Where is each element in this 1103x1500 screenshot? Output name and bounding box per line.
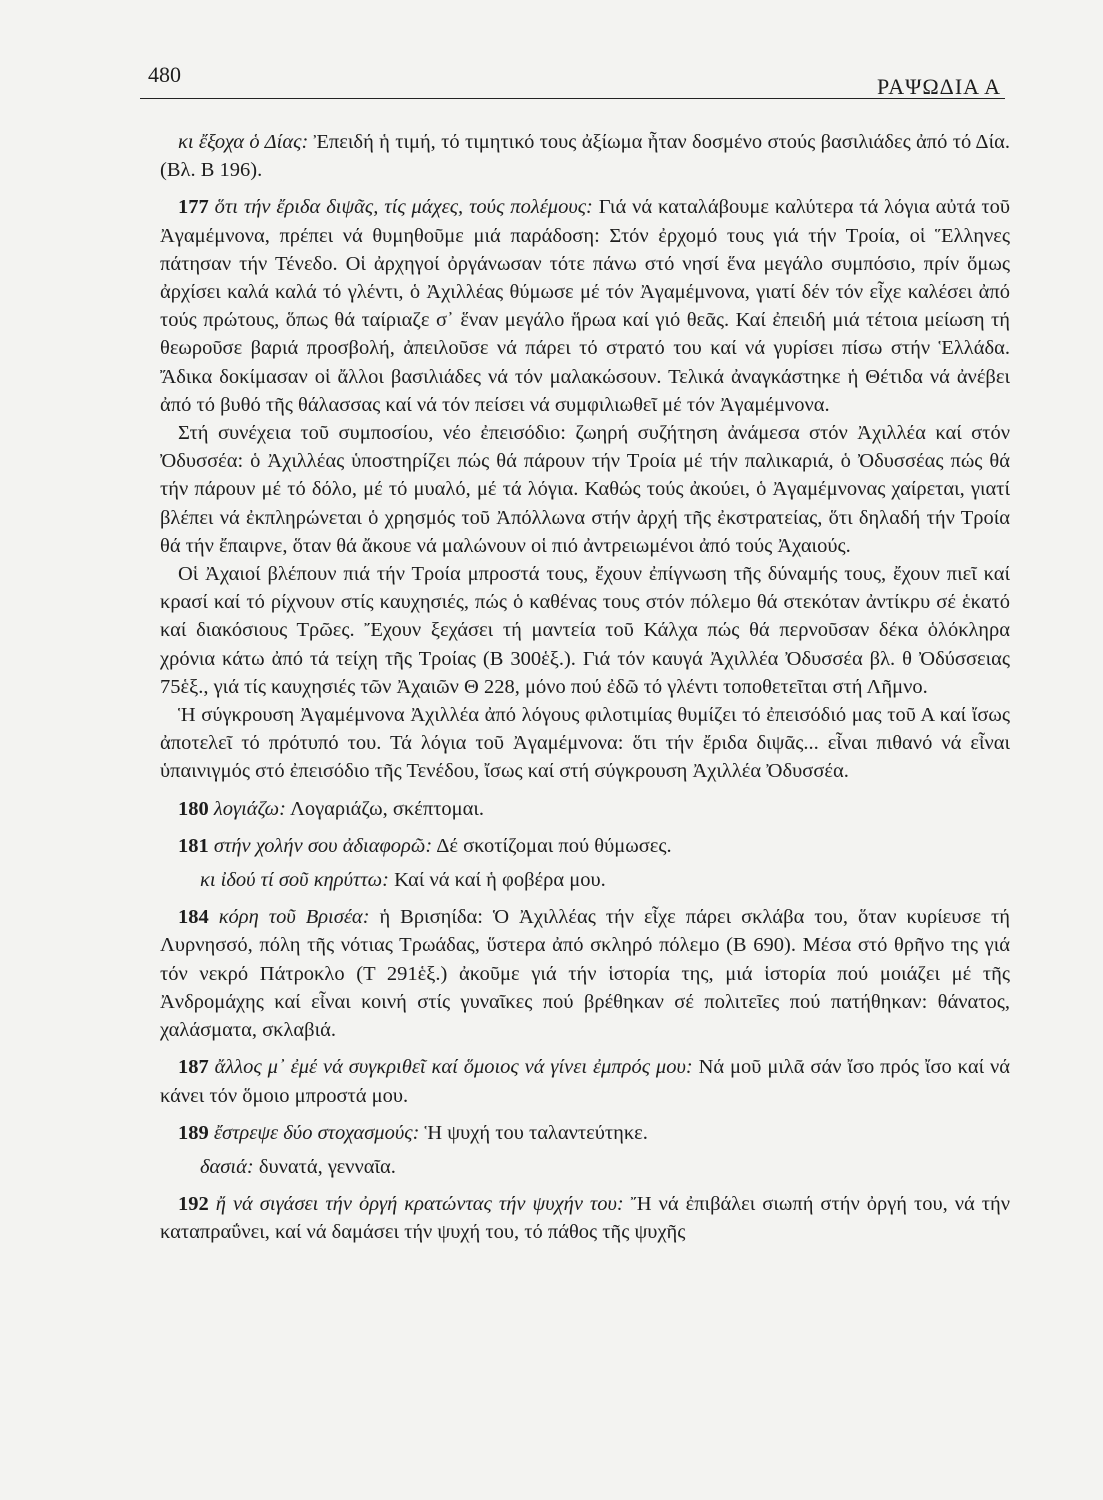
entry-text: Καί νά καί ἡ φοβέρα μου. bbox=[388, 869, 606, 892]
entry-text: Γιά νά καταλάβουμε καλύτερα τά λόγια αὐτά τοῦ Ἀγαμέμνονα, πρέπει νά θυμηθοῦμε μιά παράδοση: Στόν ἐρχομό τους γιά τήν Τροία, οἱ Ἕλληνες πάτησαν τήν Τένεδο. Οἱ ἀρχηγοί ὀργάνωσαν τότε πάνω στό νησί ἕνα μεγάλο συμπόσιο, πρίν ὅμως ἀρχίσει καλά καλά τό γλέντι, ὁ Ἀχιλλέας θύμωσε μέ τόν Ἀγαμέμνονα, γιατί δέν τόν εἶχε καλέσει ἀπό τούς πρώτους, ὅπως θά ταίριαζε σ᾽ ἕναν μεγάλο ἥρωα καί γιό θεᾶς. Καί ἐπειδή μιά τέτοια μείωση τή θεωροῦσε βαριά προσβολή, ἀπειλοῦσε νά πάρει τό στρατό του καί νά γυρίσει πίσω στήν Ἑλλάδα. Ἄδικα δοκίμασαν οἱ ἄλλοι βασιλιάδες νά τόν μαλακώσουν. Τελικά ἀναγκάστηκε ἡ Θέτιδα νά ἀνέβει ἀπό τό βυθό τῆς θάλασσας καί νά τόν πείσει νά συμφιλιωθεῖ μέ τόν Ἀγαμέμνονα. bbox=[160, 196, 1011, 416]
entry-lemma: στήν χολήν σου ἀδιαφορῶ: bbox=[213, 834, 433, 857]
commentary-entry bbox=[160, 193, 1010, 419]
entry-lemma: κόρη τοῦ Βρισέα: bbox=[218, 906, 370, 929]
page-number: 480 bbox=[148, 62, 181, 87]
commentary-entry bbox=[160, 128, 1010, 184]
line-number: 189 bbox=[178, 1121, 209, 1144]
entry-lemma: κι ἰδού τί σοῦ κηρύττω: bbox=[200, 869, 389, 892]
entry-lemma: ἤ νά σιγάσει τήν ὀργή κρατώντας τήν ψυχήν του: bbox=[215, 1193, 624, 1216]
entry-lemma: κι ἔξοχα ὁ Δίας: bbox=[178, 131, 309, 153]
commentary-entry bbox=[160, 866, 1010, 894]
page-header bbox=[140, 60, 1005, 99]
commentary-entry bbox=[160, 903, 1010, 1044]
entry-text: Στή συνέχεια τοῦ συμποσίου, νέο ἐπεισόδιο: ζωηρή συζήτηση ἀνάμεσα στόν Ἀχιλλέα καί στόν Ὀδυσσέα: ὁ Ἀχιλλέας ὑποστηρίζει πώς θά πάρουν τήν Τροία μέ τήν παλικαριά, ὁ Ὀδυσσέας πώς θά τήν πάρουν μέ τό δόλο, μέ τό μυαλό, μέ τά λόγια. Καθώς τούς ἀκούει, ὁ Ἀγαμέμνονας χαίρεται, γιατί βλέπει νά ἐκπληρώνεται ὁ χρησμός τοῦ Ἀπόλλωνα στήν ἀρχή τῆς ἐκστρατείας, ὅτι δηλαδή τήν Τροία θά τήν ἔπαιρνε, ὅταν θά ἄκουε νά μαλώνουν οἱ πιό ἀντρειωμένοι ἀπό τούς Ἀχαιούς. bbox=[160, 422, 1010, 557]
entry-text: Ἐπειδή ἡ τιμή, τό τιμητικό τους ἀξίωμα ἦταν δοσμένο στούς βασιλιάδες ἀπό τό Δία. (Βλ. Β 196). bbox=[160, 131, 1010, 182]
commentary-paragraph bbox=[160, 419, 1010, 560]
line-number: 184 bbox=[178, 906, 209, 929]
entry-text: Ἤ νά ἐπιβάλει σιωπή στήν ὀργή του, νά τήν καταπραΰνει, καί νά δαμάσει τήν ψυχή του, τό πάθος τῆς ψυχῆς bbox=[160, 1193, 1010, 1244]
entry-text: Λογαριάζω, σκέπτομαι. bbox=[285, 797, 485, 820]
running-head: ΡΑΨΩΔΙΑ Α bbox=[876, 74, 1001, 99]
line-number: 187 bbox=[178, 1056, 209, 1079]
commentary-entry bbox=[160, 1119, 1010, 1147]
line-number: 181 bbox=[178, 834, 209, 857]
entry-text: ἡ Βρισηίδα: Ὁ Ἀχιλλέας τήν εἶχε πάρει σκλάβα του, ὅταν κυρίευσε τή Λυρνησσό, πόλη τῆς νότιας Τρωάδας, ὕστερα ἀπό σκληρό πόλεμο (Β 690). Μέσα στό θρῆνο της γιά τόν νεκρό Πάτροκλο (Τ 291ἑξ.) ἀκοῦμε γιά τήν ἱστορία της, μιά ἱστορία πού μοιάζει μέ τῆς Ἀνδρομάχης καί εἶναι κοινή στίς γυναῖκες πού βρέθηκαν σέ πολιτεῖες πού πατήθηκαν: θάνατος, χαλάσματα, σκλαβιά. bbox=[160, 906, 1010, 1042]
entry-text: δυνατά, γενναῖα. bbox=[253, 1155, 396, 1178]
entry-lemma: λογιάζω: bbox=[213, 797, 286, 820]
line-number: 180 bbox=[178, 797, 209, 820]
commentary-entry bbox=[160, 1190, 1010, 1246]
commentary-entry bbox=[160, 1153, 1010, 1181]
line-number: 177 bbox=[178, 196, 209, 219]
commentary-entry bbox=[160, 795, 1010, 823]
entry-lemma: δασιά: bbox=[200, 1155, 254, 1178]
entry-text: Νά μοῦ μιλᾶ σάν ἴσο πρός ἴσο καί νά κάνει τόν ὅμοιο μπροστά μου. bbox=[160, 1056, 1010, 1107]
entry-lemma: ἄλλος μ᾽ ἐμέ νά συγκριθεῖ καί ὅμοιος νά γίνει ἐμπρός μου: bbox=[214, 1056, 693, 1079]
line-number: 192 bbox=[178, 1193, 209, 1216]
entry-lemma: ὅτι τήν ἔριδα διψᾶς, τίς μάχες, τούς πολέμους: bbox=[214, 196, 593, 219]
entry-text: Ἡ ψυχή του ταλαντεύτηκε. bbox=[419, 1121, 648, 1144]
commentary-body bbox=[160, 128, 1010, 1247]
entry-text: Ἡ σύγκρουση Ἀγαμέμνονα Ἀχιλλέα ἀπό λόγους φιλοτιμίας θυμίζει τό ἐπεισόδιό μας τοῦ Α καί ἴσως ἀποτελεῖ τό πρότυπό του. Τά λόγια τοῦ Ἀγαμέμνονα: ὅτι τήν ἔριδα διψᾶς... εἶναι πιθανό νά εἶναι ὑπαινιγμός στό ἐπεισόδιο τῆς Τενέδου, ἴσως καί στή σύγκρουση Ἀχιλλέα Ὀδυσσέα. bbox=[160, 704, 1010, 783]
commentary-paragraph bbox=[160, 701, 1010, 786]
commentary-paragraph bbox=[160, 560, 1010, 701]
entry-text: Δέ σκοτίζομαι πού θύμωσες. bbox=[432, 834, 672, 857]
entry-text: Οἱ Ἀχαιοί βλέπουν πιά τήν Τροία μπροστά τους, ἔχουν ἐπίγνωση τῆς δύναμής τους, ἔχουν πιεῖ καί κρασί καί τό ρίχνουν στίς καυχησιές, πώς ὁ καθένας τους στόν πόλεμο θά στεκόταν ἀντίκρυ σέ ἑκατό καί διακόσιους Τρῶες. Ἔχουν ξεχάσει τή μαντεία τοῦ Κάλχα πώς θά περνοῦσαν δέκα ὁλόκληρα χρόνια κάτω ἀπό τά τείχη τῆς Τροίας (Β 300ἑξ.). Γιά τόν καυγά Ἀχιλλέα Ὀδυσσέα βλ. θ Ὀδύσσειας 75ἑξ., γιά τίς καυχησιές τῶν Ἀχαιῶν Θ 228, μόνο πού ἐδῶ τό γλέντι τοποθετεῖται στή Λῆμνο. bbox=[160, 563, 1010, 698]
commentary-entry bbox=[160, 832, 1010, 860]
commentary-entry bbox=[160, 1053, 1010, 1109]
entry-lemma: ἔστρεψε δύο στοχασμούς: bbox=[213, 1121, 420, 1144]
